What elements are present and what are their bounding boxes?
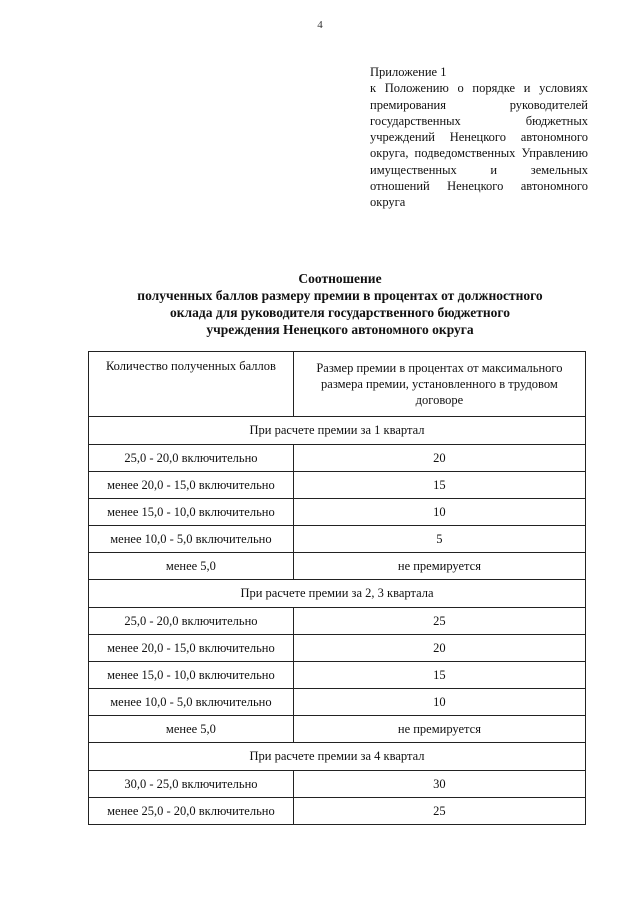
table-row [89, 798, 586, 825]
points-cell: менее 10,0 - 5,0 включительно [89, 526, 294, 553]
appendix-text: к Положению о порядке и условиях премирования руководителей государственных бюджетных учреждений Ненецкого автономного округа, подведомственных Управлению имущественных и земельных отношений Ненецкого автономного округа [370, 81, 588, 210]
section-row [89, 417, 586, 445]
document-heading [60, 270, 620, 338]
section-title: При расчете премии за 2, 3 квартала [89, 580, 586, 608]
header-bonus-size: Размер премии в процентах от максимального размера премии, установленного в трудовом договоре [293, 352, 585, 417]
table-row [89, 662, 586, 689]
bonus-cell: 15 [293, 662, 585, 689]
section-title: При расчете премии за 4 квартал [89, 743, 586, 771]
appendix-title: Приложение 1 [370, 65, 447, 79]
points-cell: менее 15,0 - 10,0 включительно [89, 499, 294, 526]
table-row [89, 716, 586, 743]
points-cell: менее 20,0 - 15,0 включительно [89, 472, 294, 499]
bonus-cell: 25 [293, 608, 585, 635]
points-cell: 30,0 - 25,0 включительно [89, 771, 294, 798]
bonus-cell: 25 [293, 798, 585, 825]
points-cell: 25,0 - 20,0 включительно [89, 608, 294, 635]
bonus-table [88, 351, 586, 825]
bonus-cell: не премируется [293, 553, 585, 580]
points-cell: менее 15,0 - 10,0 включительно [89, 662, 294, 689]
bonus-cell: 30 [293, 771, 585, 798]
points-cell: менее 5,0 [89, 553, 294, 580]
table-row [89, 553, 586, 580]
bonus-cell: 20 [293, 445, 585, 472]
heading-line-2: полученных баллов размеру премии в процентах от должностного [137, 288, 543, 303]
bonus-cell: 10 [293, 689, 585, 716]
table-row [89, 771, 586, 798]
bonus-cell: 20 [293, 635, 585, 662]
table-row [89, 445, 586, 472]
section-row [89, 743, 586, 771]
bonus-cell: 15 [293, 472, 585, 499]
bonus-cell: 10 [293, 499, 585, 526]
section-row [89, 580, 586, 608]
bonus-cell: не премируется [293, 716, 585, 743]
table-row [89, 526, 586, 553]
table-row [89, 499, 586, 526]
heading-line-1: Соотношение [298, 271, 382, 286]
section-title: При расчете премии за 1 квартал [89, 417, 586, 445]
page-number: 4 [317, 19, 323, 31]
table-row [89, 608, 586, 635]
heading-line-4: учреждения Ненецкого автономного округа [206, 322, 474, 337]
appendix-block [370, 64, 588, 211]
points-cell: менее 10,0 - 5,0 включительно [89, 689, 294, 716]
bonus-cell: 5 [293, 526, 585, 553]
points-cell: 25,0 - 20,0 включительно [89, 445, 294, 472]
table-row [89, 635, 586, 662]
points-cell: менее 5,0 [89, 716, 294, 743]
table-row [89, 472, 586, 499]
header-points: Количество полученных баллов [89, 352, 294, 417]
table-row [89, 689, 586, 716]
points-cell: менее 25,0 - 20,0 включительно [89, 798, 294, 825]
points-cell: менее 20,0 - 15,0 включительно [89, 635, 294, 662]
heading-line-3: оклада для руководителя государственного бюджетного [170, 305, 510, 320]
table-header-row [89, 352, 586, 417]
